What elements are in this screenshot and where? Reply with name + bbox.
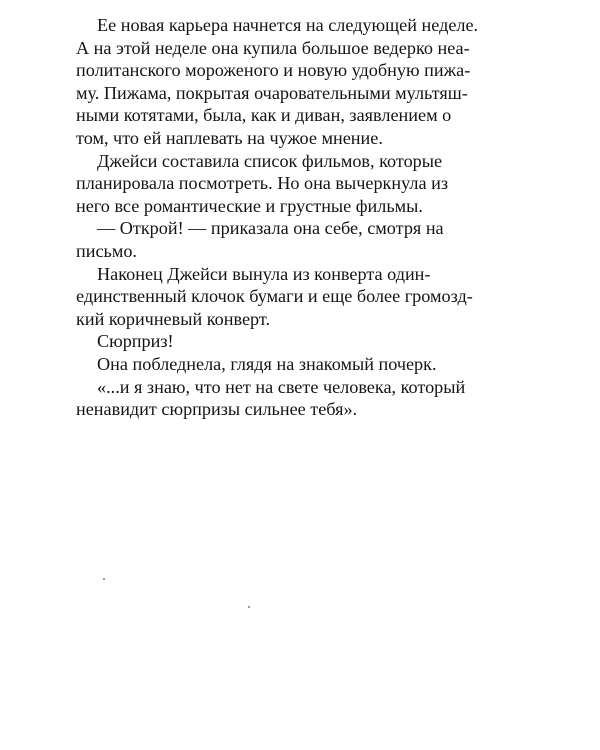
text-line: том, что ей наплевать на чужое мнение. [76,127,383,148]
paragraph [76,150,524,218]
paragraph [76,376,524,421]
paragraph [76,217,524,262]
text-line: письмо. [76,240,137,261]
text-line: единственный клочок бумаги и еще более громозд- [76,286,473,307]
text-line: кий коричневый конверт. [76,308,270,329]
text-line: политанского мороженого и новую удобную пижа- [76,60,471,81]
text-line: му. Пижама, покрытая очаровательными мультяш- [76,82,468,103]
paragraph [76,263,524,331]
paper-speck [103,578,105,580]
paragraph [76,330,524,353]
text-line: «...и я знаю, что нет на свете человека, который [97,376,466,397]
text-line: — Открой! — приказала она себе, смотря на [97,218,444,239]
text-line: ненавидит сюрпризы сильнее тебя». [76,399,358,420]
text-line: Наконец Джейси вынула из конверта один- [97,263,431,284]
body-text [76,14,524,421]
text-line: планировала посмотреть. Но она вычеркнула из [76,173,449,194]
paragraph [76,353,524,376]
text-line: ными котятами, была, как и диван, заявлением о [76,105,452,126]
text-line: Ее новая карьера начнется на следующей неделе. [97,15,479,35]
paragraph [76,14,524,150]
text-line: Джейси составила список фильмов, которые [97,150,443,171]
text-line: Сюрприз! [97,331,174,352]
text-line: него все романтические и грустные фильмы. [76,195,423,216]
text-line: А на этой неделе она купила большое ведерко неа- [76,37,470,58]
paper-speck [248,606,250,608]
text-line: Она побледнела, глядя на знакомый почерк. [97,353,437,374]
